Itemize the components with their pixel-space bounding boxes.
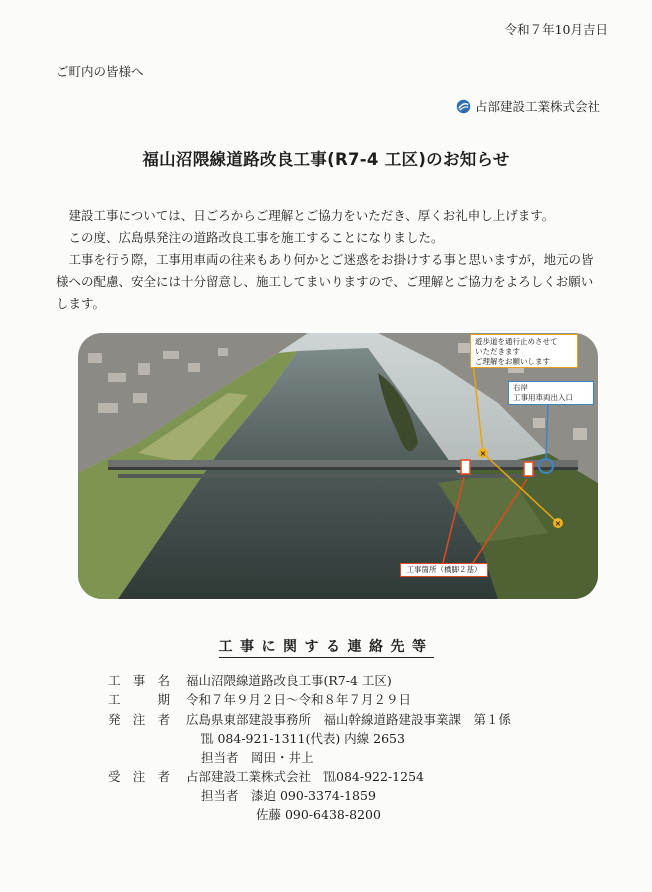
contact-label-period: 工期 (108, 692, 170, 707)
page-title: 福山沼隈線道路改良工事(R7-4 工区)のお知らせ (142, 150, 510, 169)
company-header (456, 97, 600, 115)
construction-site-callout: 工事箇所（橋脚２基） (400, 563, 488, 577)
contractor-person-1: 担当者 漆迫 090-3374-1859 (201, 788, 376, 803)
contractor-person-2: 佐藤 090-6438-8200 (256, 807, 381, 822)
body-paragraph-2: この度、広島県発注の道路改良工事を施工することになりました。 (68, 230, 444, 245)
body-paragraph-3: 工事を行う際，工事用車両の往来もあり何かとご迷惑をお掛けする事と思いますが，地元の皆様への配慮、安全には十分留意し、施工してまいりますので、ご理解とご協力をよろしくお願いします。 (56, 252, 594, 311)
orderer-person: 担当者 岡田・井上 (201, 750, 314, 765)
orderer-tel: ℡ 084-921-1311(代表) 内線 2653 (201, 731, 405, 746)
document-date: 令和７年10月吉日 (504, 22, 608, 37)
contact-label-orderer: 発注者 (108, 712, 170, 727)
company-logo-icon (456, 99, 471, 114)
company-name: 占部建設工業株式会社 (474, 99, 600, 114)
contact-value-period: 令和７年９月２日～令和８年７月２９日 (186, 692, 412, 707)
contact-label-project: 工事名 (108, 673, 170, 688)
contact-value-orderer: 広島県東部建設事務所 福山幹線道路建設事業課 第１係 (186, 712, 512, 727)
contact-heading: 工事に関する連絡先等 (0, 636, 652, 656)
body-paragraph-1: 建設工事については、日ごろからご理解とご協力をいただき、厚くお礼申し上げます。 (68, 208, 555, 223)
contact-value-project: 福山沼隈線道路改良工事(R7-4 工区) (186, 673, 392, 688)
contractor-value: 占部建設工業株式会社 ℡084-922-1254 (186, 769, 424, 784)
walkway-closure-callout: 遊歩道を通行止めさせて いただきます ご理解をお願いします (470, 334, 578, 368)
aerial-photo (78, 333, 598, 599)
contact-label-contractor: 受注者 (108, 769, 170, 784)
svg-text:×: × (479, 449, 487, 458)
salutation: ご町内の皆様へ (56, 64, 144, 79)
svg-text:×: × (554, 519, 562, 528)
right-bank-entrance-callout: 右岸 工事用車両出入口 (508, 381, 594, 405)
